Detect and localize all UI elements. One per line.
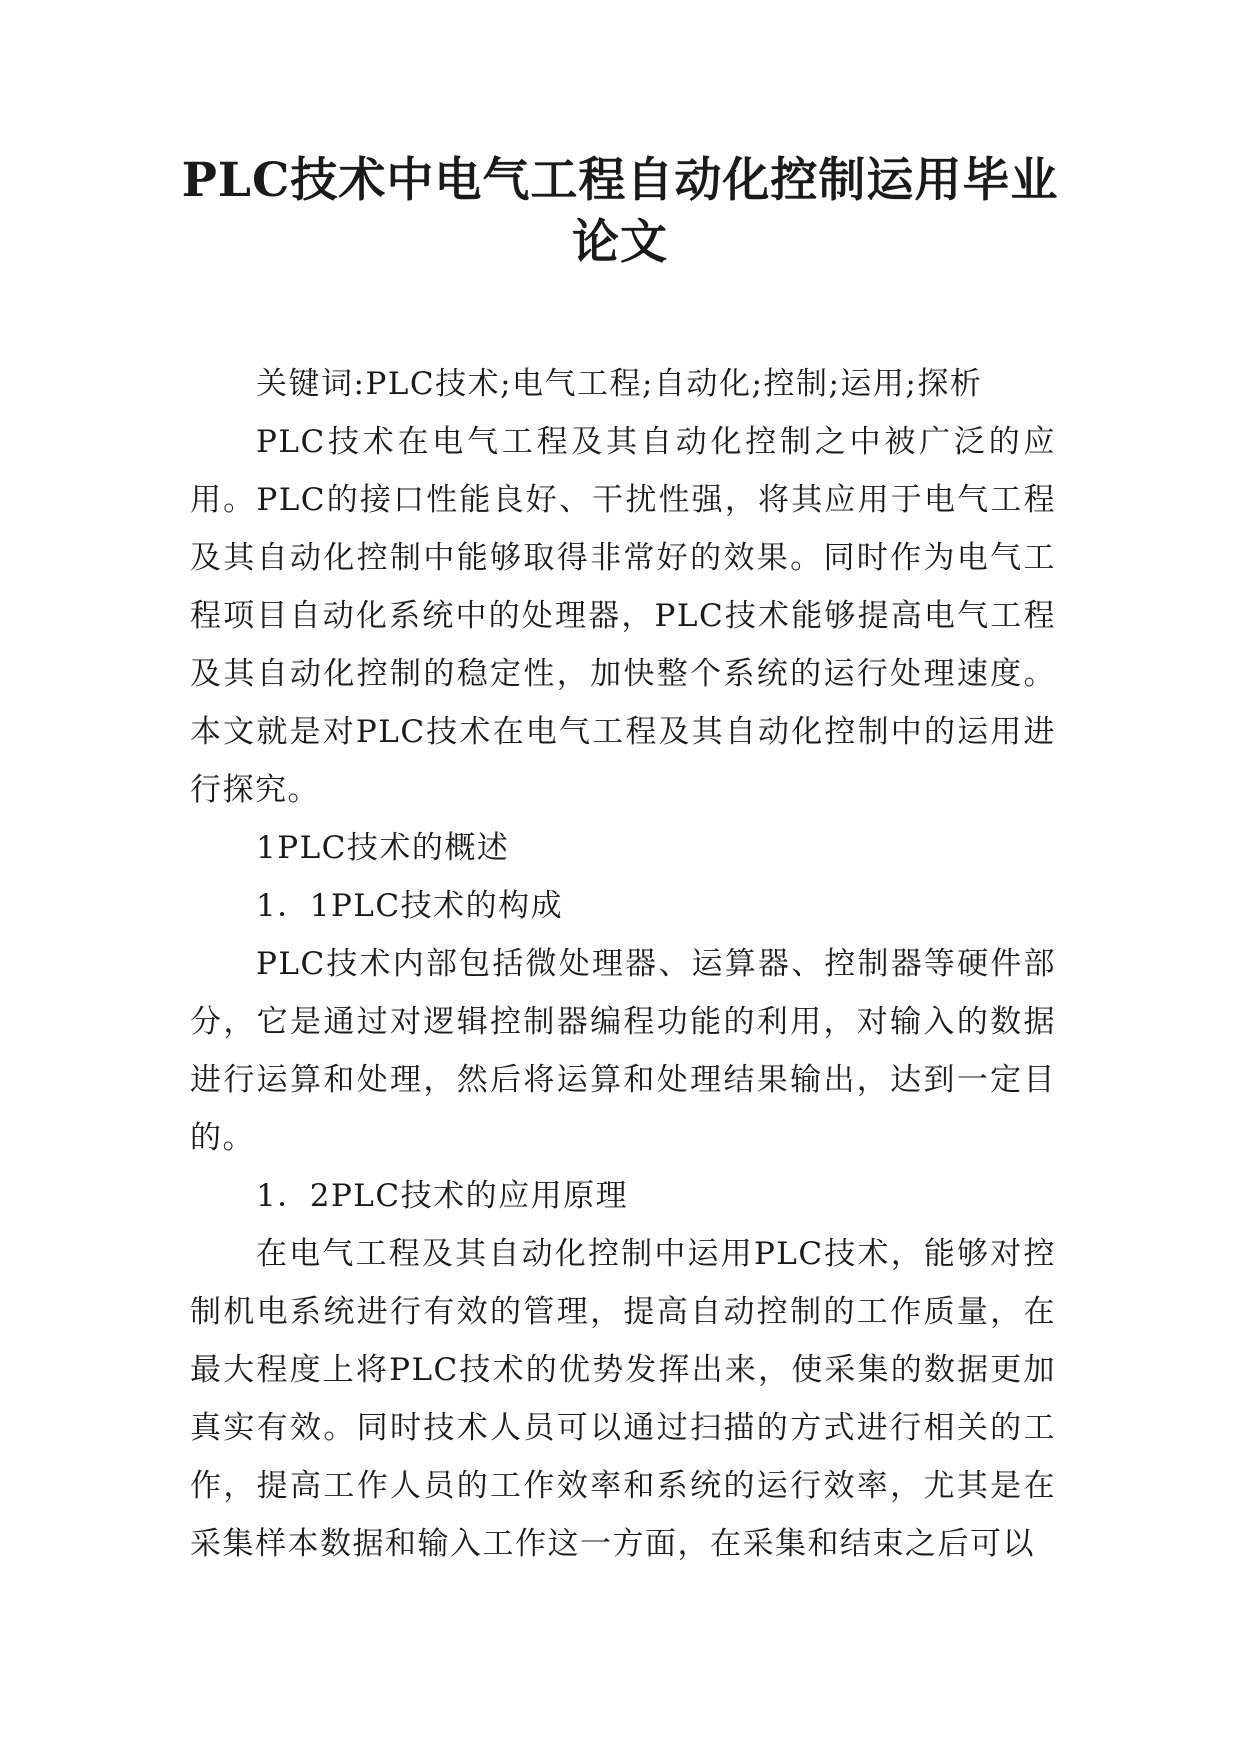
subsection-heading: 1．2PLC技术的应用原理 — [256, 1178, 629, 1214]
keywords-paragraph: 关键词:PLC技术;电气工程;自动化;控制;运用;探析 — [256, 366, 983, 402]
subsection-heading: 1．1PLC技术的构成 — [256, 888, 564, 924]
body-paragraph: 在电气工程及其自动化控制中运用PLC技术，能够对控制机电系统进行有效的管理，提高自动控制的工作质量，在最大程度上将PLC技术的优势发挥出来，使采集的数据更加真实有效。同时技术人员可以通过扫描的方式进行相关的工作，提高工作人员的工作效率和系统的运行效率，尤其是在采集样本数据和输入工作这一方面，在采集和结束之后可以 — [190, 1236, 1056, 1562]
section-heading: 1PLC技术的概述 — [256, 830, 510, 866]
body-paragraph: PLC技术内部包括微处理器、运算器、控制器等硬件部分，它是通过对逻辑控制器编程功能的利用，对输入的数据进行运算和处理，然后将运算和处理结果输出，达到一定目的。 — [190, 946, 1056, 1156]
intro-paragraph: PLC技术在电气工程及其自动化控制之中被广泛的应用。PLC的接口性能良好、干扰性强，将其应用于电气工程及其自动化控制中能够取得非常好的效果。同时作为电气工程项目自动化系统中的处理器，PLC技术能够提高电气工程及其自动化控制的稳定性，加快整个系统的运行处理速度。本文就是对PLC技术在电气工程及其自动化控制中的运用进行探究。 — [190, 424, 1056, 808]
document-title: PLC技术中电气工程自动化控制运用毕业论文 — [181, 153, 1059, 270]
document-body — [190, 355, 1056, 1573]
